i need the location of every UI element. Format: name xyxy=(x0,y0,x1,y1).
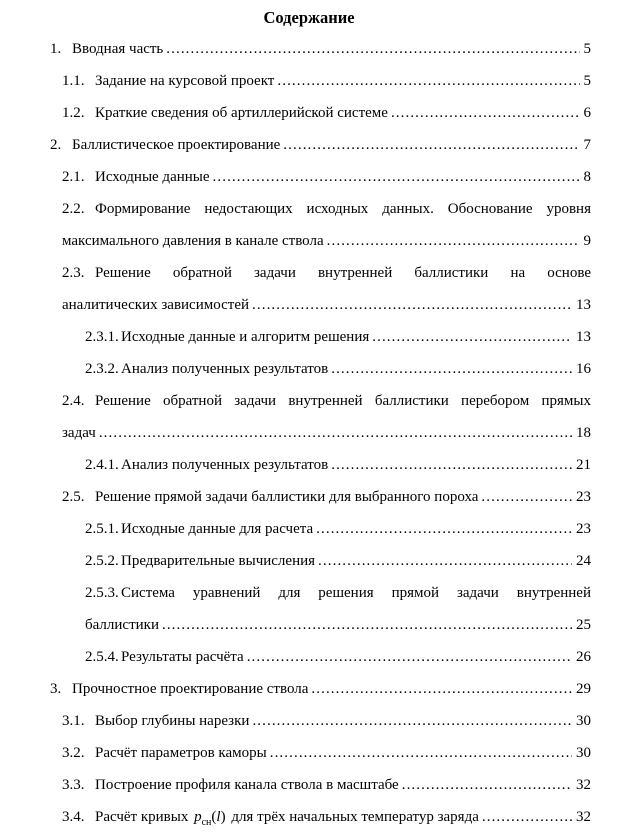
formula-variable-l: l xyxy=(216,809,221,825)
dot-leader xyxy=(402,769,572,801)
toc-entry-title: Формирование недостающих исходных данных. Обоснование уровня xyxy=(95,201,591,217)
toc-entry-page: 32 xyxy=(576,777,591,793)
toc-entry-page: 8 xyxy=(583,169,591,185)
toc-entry-number: 1. xyxy=(50,41,62,57)
toc-entry-title: Результаты расчёта xyxy=(121,649,244,665)
dot-leader xyxy=(318,545,572,577)
toc-entry-page: 5 xyxy=(583,73,591,89)
toc-entry-title: Исходные данные для расчета xyxy=(121,521,314,537)
dot-leader xyxy=(391,97,580,129)
toc-entry-number: 2.3. xyxy=(62,265,85,281)
toc-entry-line2 xyxy=(62,417,591,449)
toc-entry-title: Решение обратной задачи внутренней баллистики перебором прямых xyxy=(95,393,591,409)
toc-entry-page: 25 xyxy=(576,617,591,633)
toc-entry-number: 2.2. xyxy=(62,201,85,217)
toc-entry-page: 16 xyxy=(576,361,591,377)
dot-leader xyxy=(277,65,579,97)
dot-leader xyxy=(252,705,572,737)
toc-entry-title-continued: баллистики xyxy=(85,617,159,633)
dot-leader xyxy=(481,481,572,513)
dot-leader xyxy=(252,289,572,321)
toc-entry-line1 xyxy=(62,257,591,289)
toc-entry-3-4[interactable] xyxy=(0,801,618,833)
toc-entry-title-continued: аналитических зависимостей xyxy=(62,297,250,313)
toc-entry-2-2[interactable] xyxy=(0,193,618,257)
toc-entry-2-1[interactable] xyxy=(0,161,618,193)
toc-entry-line2 xyxy=(62,289,591,321)
dot-leader xyxy=(331,353,572,385)
toc-entry-page: 30 xyxy=(576,713,591,729)
toc-entry-3-3[interactable] xyxy=(0,769,618,801)
toc-entry-title: Анализ полученных результатов xyxy=(121,361,329,377)
toc-entry-page: 13 xyxy=(576,297,591,313)
toc-entry-page: 9 xyxy=(583,233,591,249)
toc-entry-title: Баллистическое проектирование xyxy=(72,137,281,153)
toc-entry-2-5-2[interactable] xyxy=(0,545,618,577)
toc-entry-2-3[interactable] xyxy=(0,257,618,321)
toc-entry-number: 3.2. xyxy=(62,745,85,761)
toc-entry-number: 2.1. xyxy=(62,169,85,185)
toc-entry-title xyxy=(95,801,479,833)
toc-entry-number: 2.5.4. xyxy=(85,649,119,665)
dot-leader xyxy=(213,161,580,193)
toc-entry-3[interactable] xyxy=(0,673,618,705)
toc-entry-page: 21 xyxy=(576,457,591,473)
toc-entry-title: Задание на курсовой проект xyxy=(95,73,275,89)
toc-entry-1-2[interactable] xyxy=(0,97,618,129)
dot-leader xyxy=(372,321,572,353)
toc-entry-3-2[interactable] xyxy=(0,737,618,769)
toc-entry-title: Исходные данные xyxy=(95,169,210,185)
dot-leader xyxy=(311,673,572,705)
toc-entry-page: 6 xyxy=(583,105,591,121)
dot-leader xyxy=(283,129,579,161)
toc-entry-1-1[interactable] xyxy=(0,65,618,97)
toc-entry-page: 30 xyxy=(576,745,591,761)
toc-entry-page: 26 xyxy=(576,649,591,665)
toc-entry-number: 1.1. xyxy=(62,73,85,89)
toc-entry-2-5-3[interactable] xyxy=(0,577,618,641)
toc-entry-title: Краткие сведения об артиллерийской системе xyxy=(95,105,388,121)
dot-leader xyxy=(99,417,572,449)
toc-entry-number: 3.4. xyxy=(62,809,85,825)
dot-leader xyxy=(331,449,572,481)
dot-leader xyxy=(162,609,572,641)
toc-entry-line1 xyxy=(62,193,591,225)
toc-entry-page: 18 xyxy=(576,425,591,441)
toc-entry-3-1[interactable] xyxy=(0,705,618,737)
toc-entry-title: Решение прямой задачи баллистики для выбранного пороха xyxy=(95,489,479,505)
toc-entry-title-pre: Расчёт кривых xyxy=(95,809,189,825)
toc-entry-page: 23 xyxy=(576,521,591,537)
toc-entry-2-5[interactable] xyxy=(0,481,618,513)
dot-leader xyxy=(482,801,572,833)
toc-entry-title: Предварительные вычисления xyxy=(121,553,316,569)
dot-leader xyxy=(166,33,579,65)
toc-entry-number: 2.3.2. xyxy=(85,361,119,377)
toc-entry-1[interactable] xyxy=(0,33,618,65)
toc-entry-title: Построение профиля канала ствола в масштабе xyxy=(95,777,399,793)
toc-entry-page: 23 xyxy=(576,489,591,505)
toc-entry-line1 xyxy=(62,385,591,417)
toc-entry-line1 xyxy=(85,577,591,609)
toc-entry-line2 xyxy=(85,609,591,641)
dot-leader xyxy=(327,225,580,257)
toc-entry-title-post: для трёх начальных температур заряда xyxy=(231,809,479,825)
toc-entry-title: Система уравнений для решения прямой задачи внутренней xyxy=(121,585,591,601)
toc-entry-title: Расчёт параметров каморы xyxy=(95,745,267,761)
toc-entry-title-continued: максимального давления в канале ствола xyxy=(62,233,324,249)
toc-entry-number: 2.4. xyxy=(62,393,85,409)
toc-entry-2-4-1[interactable] xyxy=(0,449,618,481)
toc-entry-2-5-4[interactable] xyxy=(0,641,618,673)
toc-entry-2-3-2[interactable] xyxy=(0,353,618,385)
toc-entry-2-4[interactable] xyxy=(0,385,618,449)
toc-entry-page: 5 xyxy=(583,41,591,57)
toc-entry-title: Вводная часть xyxy=(72,41,164,57)
toc-entry-number: 2.5. xyxy=(62,489,85,505)
toc-entry-title: Анализ полученных результатов xyxy=(121,457,329,473)
formula-paren-close: ) xyxy=(220,809,226,825)
toc-entry-title: Решение обратной задачи внутренней баллистики на основе xyxy=(95,265,591,281)
toc-entry-title: Прочностное проектирование ствола xyxy=(72,681,309,697)
toc-entry-page: 7 xyxy=(583,137,591,153)
toc-entry-page: 32 xyxy=(576,809,591,825)
dot-leader xyxy=(247,641,572,673)
toc-entry-number: 3.3. xyxy=(62,777,85,793)
toc-entry-page: 24 xyxy=(576,553,591,569)
toc-entry-number: 2.5.2. xyxy=(85,553,119,569)
formula-variable-p: p xyxy=(194,809,202,825)
toc-entry-title: Выбор глубины нарезки xyxy=(95,713,250,729)
toc-entry-title-continued: задач xyxy=(62,425,96,441)
toc-entry-number: 2.3.1. xyxy=(85,329,119,345)
page-title: Содержание xyxy=(263,8,355,27)
toc-entry-number: 2.5.3. xyxy=(85,585,119,601)
pressure-curve-formula xyxy=(192,809,227,828)
toc-entry-2[interactable] xyxy=(0,129,618,161)
toc-entry-page: 13 xyxy=(576,329,591,345)
toc-entry-number: 1.2. xyxy=(62,105,85,121)
formula-subscript: сн xyxy=(201,817,212,828)
toc-entry-number: 3. xyxy=(50,681,62,697)
toc-entry-number: 2. xyxy=(50,137,62,153)
formula-paren-open: ( xyxy=(211,809,217,825)
toc-entry-line2 xyxy=(62,225,591,257)
toc-entry-number: 2.4.1. xyxy=(85,457,119,473)
dot-leader xyxy=(316,513,572,545)
toc-entry-page: 29 xyxy=(576,681,591,697)
toc-entry-2-3-1[interactable] xyxy=(0,321,618,353)
toc-entry-title: Исходные данные и алгоритм решения xyxy=(121,329,370,345)
toc-entry-number: 2.5.1. xyxy=(85,521,119,537)
toc-entry-number: 3.1. xyxy=(62,713,85,729)
toc-entry-2-5-1[interactable] xyxy=(0,513,618,545)
dot-leader xyxy=(270,737,572,769)
